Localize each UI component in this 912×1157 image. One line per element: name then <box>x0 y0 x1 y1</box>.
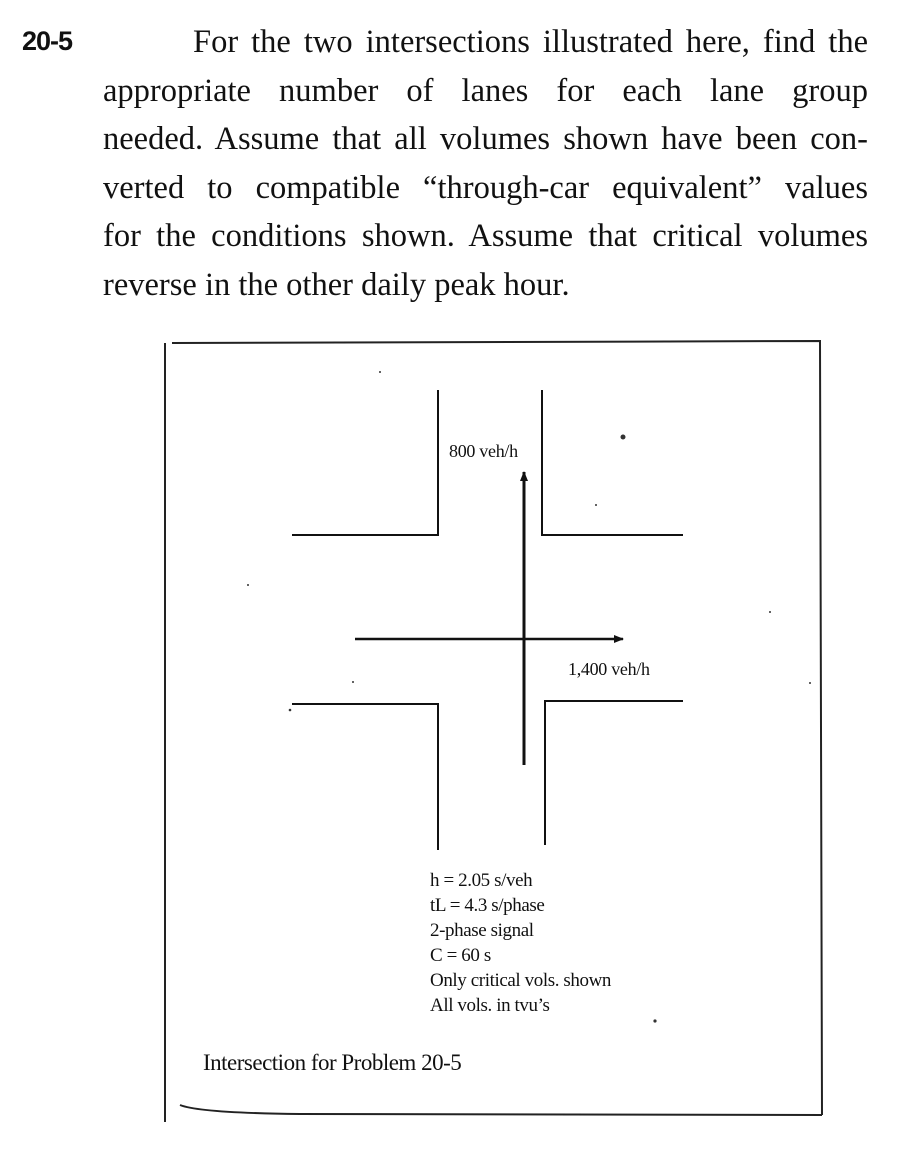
problem-line: verted to compatible “through-car equivalent” values <box>103 169 868 206</box>
lost-time-note: tL = 4.3 s/phase <box>430 895 545 916</box>
problem-line: needed. Assume that all volumes shown have been con- <box>103 121 868 157</box>
cycle-length-note: C = 60 s <box>430 945 491 966</box>
curb-northeast <box>542 390 683 535</box>
eastbound-volume-label: 1,400 veh/h <box>568 659 650 679</box>
figure-caption: Intersection for Problem 20-5 <box>203 1050 462 1075</box>
figure-frame-bottom <box>180 1105 822 1115</box>
curb-southwest <box>292 704 438 850</box>
problem-line: reverse in the other daily peak hour. <box>103 266 570 303</box>
problem-line: for the conditions shown. Assume that critical volumes <box>103 218 868 254</box>
signal-parameters <box>430 868 611 1018</box>
curb-southeast <box>545 701 683 845</box>
northbound-volume-label: 800 veh/h <box>449 441 518 461</box>
curb-northwest <box>292 390 438 535</box>
phase-note: 2-phase signal <box>430 920 534 941</box>
problem-line: For the two intersections illustrated here, find the <box>193 24 868 60</box>
units-note: All vols. in tvu’s <box>430 995 550 1016</box>
problem-line: appropriate number of lanes for each lane group <box>103 72 868 109</box>
headway-note: h = 2.05 s/veh <box>430 870 533 891</box>
critical-volumes-note: Only critical vols. shown <box>430 970 612 991</box>
problem-number: 20-5 <box>22 26 73 56</box>
